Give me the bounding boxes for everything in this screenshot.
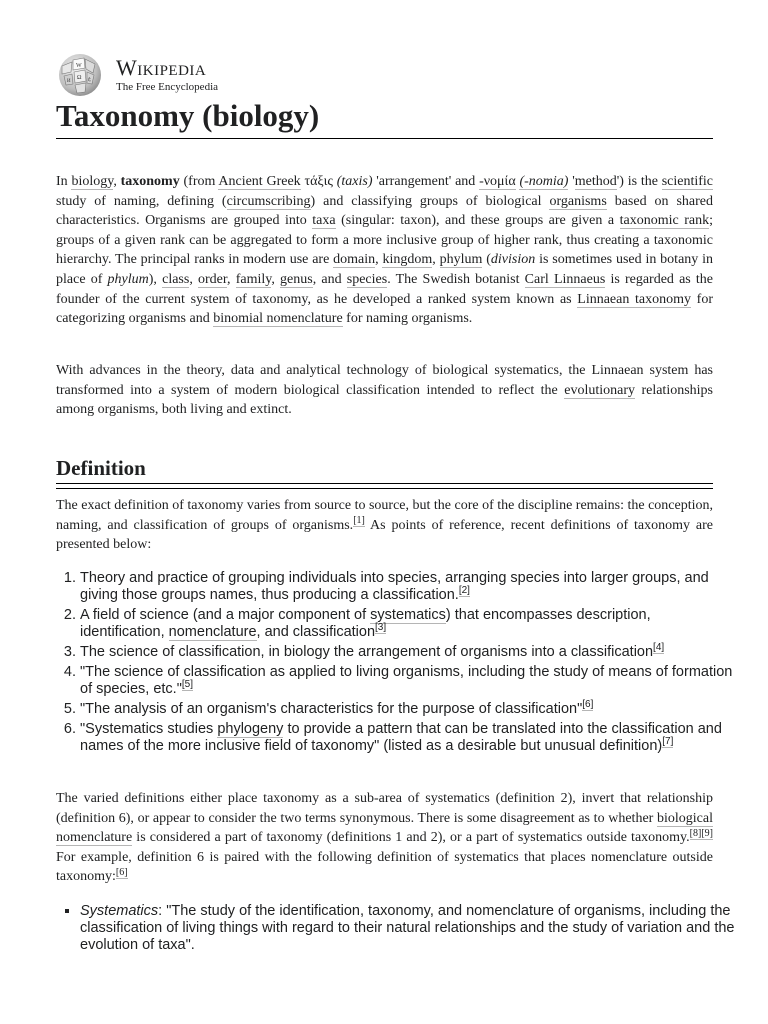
page-title: Taxonomy (biology): [56, 96, 713, 139]
link-ancient-greek[interactable]: Ancient Greek: [218, 174, 301, 189]
link-method[interactable]: method: [574, 174, 617, 189]
reference-link[interactable]: [7]: [662, 736, 674, 748]
text: ': [568, 174, 575, 189]
text: ,: [271, 271, 281, 287]
text: For example, definition 6 is paired with the following definition of systematics that places nomenclature outside taxonomy:: [56, 849, 713, 885]
reference-sup: [690, 828, 713, 840]
list-item: [80, 644, 737, 661]
text: The varied definitions either place taxonomy as a sub-area of systematics (definition 2), invert that relationship (definition 6), or appear to consider the two terms synonymous. There is some disagreement as to whether: [56, 791, 713, 826]
text: The exact definition of taxonomy varies from source to source, but the core of the discipline remains: the conception, naming, and classification of groups of organisms.: [56, 498, 714, 533]
reference-link[interactable]: [4]: [653, 642, 665, 654]
reference-link[interactable]: [5]: [181, 679, 193, 691]
text: "The science of classification as applied to living organisms, including the study of means of formation of species, etc.": [80, 664, 733, 697]
text: is sometimes used in botany in place of: [56, 252, 714, 287]
text: With advances in the theory, data and analytical technology of biological systematics, the Linnaean system has transformed into a system of modern biological classification intended to reflect the: [56, 363, 713, 398]
reference-sup: [375, 622, 386, 634]
wikipedia-wordmark[interactable]: [116, 54, 219, 94]
text: ,: [113, 174, 121, 189]
link-taxonomic-rank[interactable]: taxonomic rank: [619, 213, 710, 229]
second-paragraph: [56, 361, 713, 420]
list-item: [80, 607, 737, 641]
text: is considered a part of taxonomy (definitions 1 and 2), or a part of systematics outside taxonomy.: [132, 830, 690, 846]
romanized-taxis: (taxis): [336, 174, 373, 189]
site-tagline: The Free Encyclopedia: [116, 80, 219, 93]
link-organisms[interactable]: organisms: [549, 193, 607, 209]
link-family[interactable]: family: [235, 271, 272, 287]
text: ,: [227, 271, 236, 287]
link-order[interactable]: order: [198, 271, 227, 287]
greek-taxis: τάξις: [304, 174, 333, 189]
text: "The analysis of an organism's characteristics for the purpose of classification": [80, 701, 583, 717]
site-header: [56, 52, 218, 98]
text: for categorizing organisms and: [56, 291, 713, 327]
text: The science of classification, in biology the arrangement of organisms into a classification: [80, 644, 654, 660]
link-scientific[interactable]: scientific: [661, 174, 714, 189]
link-species[interactable]: species: [346, 271, 388, 287]
italic-division: division: [490, 252, 536, 268]
site-name: Wikipedia: [116, 54, 207, 80]
text: ) that encompasses description, identification,: [80, 607, 651, 640]
bold-term-taxonomy: taxonomy: [120, 174, 180, 189]
text: based on shared characteristics. Organisms are grouped into: [56, 193, 714, 229]
list-item: [80, 903, 737, 954]
svg-text:Ω: Ω: [77, 75, 82, 81]
text: ,: [189, 271, 199, 287]
text: , and: [312, 271, 347, 287]
definition-intro-paragraph: [56, 496, 713, 555]
text: , and classification: [256, 624, 376, 640]
text: (: [482, 252, 491, 268]
reference-sup: [582, 699, 593, 711]
definitions-list: [56, 570, 737, 758]
svg-text:W: W: [76, 63, 82, 69]
reference-sup: [116, 867, 128, 879]
text: is regarded as the founder of the current system of taxonomy, as he developed a ranked system known as: [56, 271, 714, 307]
text: (singular: taxon), and these groups are given a: [335, 213, 620, 229]
link-evolutionary[interactable]: evolutionary: [564, 382, 635, 398]
link-biological-nomenclature[interactable]: biological nomenclature: [56, 810, 713, 846]
svg-text:ع: ع: [88, 77, 91, 82]
systematics-bullet-list: [56, 903, 737, 954]
reference-sup: [353, 515, 365, 527]
definitions-discussion-paragraph: [56, 789, 713, 887]
text: to provide a pattern that can be translated into the classification and names of the more inclusive field of taxonomy" (listed as a desirable but unusual definition): [80, 721, 722, 754]
link-nomenclature[interactable]: nomenclature: [168, 624, 257, 640]
text: ; groups of a given rank can be aggregated to form a more inclusive group of higher rank, thus creating a taxonomic hierarchy. The principal ranks in modern use are: [56, 213, 713, 268]
text: ,: [375, 252, 383, 268]
reference-sup: [182, 679, 193, 691]
reference-link[interactable]: [6]: [582, 699, 594, 711]
link-linnaean-taxonomy[interactable]: Linnaean taxonomy: [577, 291, 692, 307]
link-domain[interactable]: domain: [333, 252, 376, 268]
text: (from: [179, 174, 219, 189]
reference-link[interactable]: [6]: [115, 866, 128, 878]
list-item: [80, 664, 737, 698]
text: As points of reference, recent definitions of taxonomy are presented below:: [56, 517, 713, 553]
link-biology[interactable]: biology: [71, 174, 114, 189]
section-heading-definition: Definition: [56, 455, 713, 484]
reference-link[interactable]: [1]: [353, 514, 365, 526]
list-item: [80, 570, 737, 604]
reference-sup: [653, 642, 664, 654]
link-taxa[interactable]: taxa: [312, 213, 336, 229]
reference-sup: [459, 585, 470, 597]
text: ,: [432, 252, 440, 268]
reference-link[interactable]: [9]: [701, 827, 713, 839]
link-circumscribing[interactable]: circumscribing: [226, 193, 311, 209]
text: "Systematics studies: [80, 721, 218, 737]
text: for naming organisms.: [342, 311, 473, 327]
text: 'arrangement' and: [372, 174, 480, 189]
list-item: [80, 701, 737, 718]
link-kingdom[interactable]: kingdom: [382, 252, 433, 268]
reference-link[interactable]: [8]: [689, 827, 702, 839]
text: : "The study of the identification, taxonomy, and nomenclature of organisms, including the classification of living things with regard to their natural relationships and the study of variation and the evolution of taxa".: [80, 903, 735, 953]
svg-text:И: И: [67, 79, 71, 84]
text: study of naming, defining (: [56, 193, 227, 209]
text: ),: [148, 271, 163, 287]
text: A field of science (and a major component of: [80, 607, 371, 623]
text: ') is the: [616, 174, 662, 189]
link-carl-linnaeus[interactable]: Carl Linnaeus: [524, 271, 606, 287]
italic-term-systematics: Systematics: [80, 903, 159, 919]
text: relationships among organisms, both living and extinct.: [56, 382, 714, 418]
text: ) and classifying groups of biological: [310, 193, 550, 209]
link-nomia-greek[interactable]: -νομία: [479, 174, 516, 189]
link-phylogeny[interactable]: phylogeny: [217, 721, 284, 737]
reference-link[interactable]: [3]: [375, 622, 387, 634]
intro-paragraph: [56, 172, 713, 329]
link-nomia[interactable]: [519, 174, 568, 190]
wikipedia-globe-icon[interactable]: [56, 52, 106, 98]
reference-link[interactable]: [2]: [458, 585, 470, 597]
list-item: [80, 721, 737, 755]
text: . The Swedish botanist: [387, 271, 525, 287]
romanized-nomia: (-nomia): [519, 174, 569, 189]
link-genus[interactable]: genus: [280, 271, 313, 287]
link-class[interactable]: class: [162, 271, 190, 287]
reference-sup: [662, 736, 673, 748]
heading-divider: [56, 488, 713, 489]
link-phylum[interactable]: phylum: [439, 252, 483, 268]
italic-phylum: phylum: [107, 271, 149, 287]
text: In: [56, 174, 72, 189]
link-binomial-nomenclature[interactable]: binomial nomenclature: [213, 311, 343, 327]
text: Theory and practice of grouping individuals into species, arranging species into larger groups, and giving those groups names, thus producing a classification.: [80, 570, 709, 603]
link-systematics[interactable]: systematics: [370, 607, 446, 623]
